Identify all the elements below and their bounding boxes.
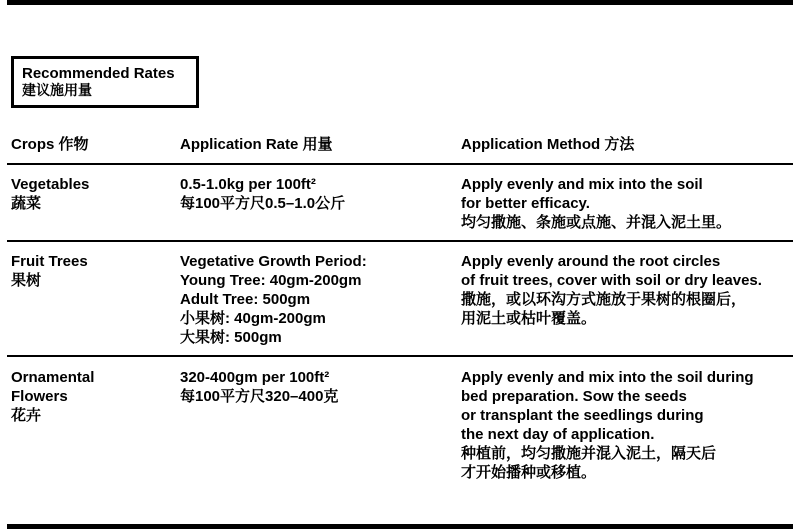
row-vegetables-crop: Vegetables 蔬菜 [11, 176, 90, 212]
header-divider [7, 163, 793, 165]
row-vegetables-method: Apply evenly and mix into the soil for better efficacy. 均匀撒施、条施或点施、并混入泥土里。 [461, 176, 732, 231]
row-ornamental-crop: Ornamental Flowers 花卉 [11, 369, 95, 424]
header-crops: Crops 作物 [11, 136, 89, 153]
header-method: Application Method 方法 [461, 136, 635, 153]
title-zh: 建议施用量 [22, 82, 92, 98]
bottom-rule [7, 524, 793, 529]
row-divider-1 [7, 240, 793, 242]
row-fruit-trees-method: Apply evenly around the root circles of fruit trees, cover with soil or dry leaves. 撒施，或以环沟方式施放于果树的根圈后， 用泥土或枯叶覆盖。 [461, 253, 762, 327]
row-ornamental-method: Apply evenly and mix into the soil during bed preparation. Sow the seeds or transplant the seedlings during the next day of application. 种植前，均匀撒施并混入泥土，隔天后 才开始播种或移植。 [461, 369, 754, 481]
row-fruit-trees-crop: Fruit Trees 果树 [11, 253, 88, 289]
row-divider-2 [7, 355, 793, 357]
row-fruit-trees-rate: Vegetative Growth Period: Young Tree: 40gm-200gm Adult Tree: 500gm 小果树: 40gm-200gm 大果树: 500gm [180, 253, 367, 346]
header-rate: Application Rate 用量 [180, 136, 333, 153]
title-en: Recommended Rates [22, 65, 175, 82]
title-box [11, 56, 199, 108]
row-vegetables-rate: 0.5-1.0kg per 100ft² 每100平方尺0.5–1.0公斤 [180, 176, 346, 212]
row-ornamental-rate: 320-400gm per 100ft² 每100平方尺320–400克 [180, 369, 339, 405]
top-rule [7, 0, 793, 5]
